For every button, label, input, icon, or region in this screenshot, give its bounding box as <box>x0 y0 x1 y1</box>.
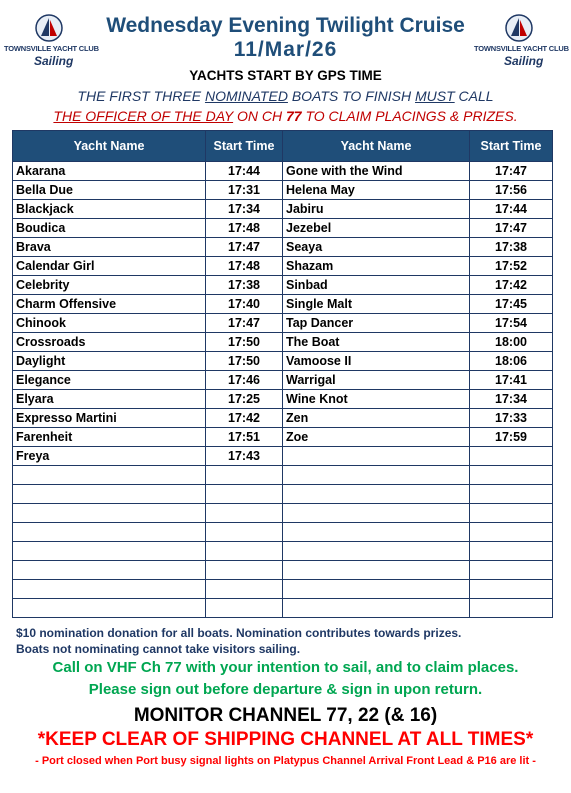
yacht-name-cell <box>13 599 206 618</box>
table-row <box>13 200 553 219</box>
start-time-cell <box>470 447 553 466</box>
start-time-cell: 17:50 <box>206 352 283 371</box>
start-time-cell <box>206 599 283 618</box>
table-row <box>13 390 553 409</box>
yacht-name-cell: The Boat <box>283 333 470 352</box>
start-time-cell: 17:41 <box>470 371 553 390</box>
nomination-note-line: Boats not nominating cannot take visitors sailing. <box>16 642 301 656</box>
table-row <box>13 561 553 580</box>
instruction-text: THE FIRST THREE <box>77 88 205 104</box>
yacht-name-cell <box>283 523 470 542</box>
start-time-cell: 18:06 <box>470 352 553 371</box>
table-body <box>13 162 553 618</box>
yacht-name-cell <box>283 561 470 580</box>
instruction-emphasis: MUST <box>415 88 455 104</box>
yacht-name-cell: Elyara <box>13 390 206 409</box>
yacht-name-cell: Shazam <box>283 257 470 276</box>
start-time-cell <box>206 523 283 542</box>
table-row <box>13 181 553 200</box>
keep-clear-warning: *KEEP CLEAR OF SHIPPING CHANNEL AT ALL TIMES* <box>37 729 534 750</box>
start-time-cell <box>470 599 553 618</box>
table-row <box>13 580 553 599</box>
monitor-channel-note: MONITOR CHANNEL 77, 22 (& 16) <box>133 705 438 726</box>
start-time-header: Start Time <box>470 131 553 162</box>
yacht-name-cell: Vamoose II <box>283 352 470 371</box>
start-time-cell: 17:47 <box>470 219 553 238</box>
yacht-name-cell: Zen <box>283 409 470 428</box>
table-row <box>13 314 553 333</box>
start-time-cell: 17:46 <box>206 371 283 390</box>
table-row <box>13 523 553 542</box>
yacht-name-cell: Jezebel <box>283 219 470 238</box>
yacht-name-cell: Daylight <box>13 352 206 371</box>
start-time-cell <box>206 466 283 485</box>
table-row <box>13 238 553 257</box>
table-row <box>13 504 553 523</box>
start-time-cell <box>470 466 553 485</box>
start-time-cell: 17:38 <box>470 238 553 257</box>
yacht-name-cell: Boudica <box>13 219 206 238</box>
yacht-name-cell: Chinook <box>13 314 206 333</box>
yacht-name-cell <box>13 504 206 523</box>
yacht-name-cell: Zoe <box>283 428 470 447</box>
sailing-text: Sailing <box>34 54 74 68</box>
start-time-cell: 17:43 <box>206 447 283 466</box>
event-date: 11/Mar/26 <box>233 38 338 61</box>
yacht-name-cell <box>13 466 206 485</box>
start-time-cell: 17:34 <box>470 390 553 409</box>
yacht-name-cell: Blackjack <box>13 200 206 219</box>
start-time-cell: 17:44 <box>206 162 283 181</box>
start-time-cell <box>206 561 283 580</box>
start-time-cell <box>470 580 553 599</box>
start-time-cell <box>470 523 553 542</box>
table-row <box>13 466 553 485</box>
start-time-cell: 17:54 <box>470 314 553 333</box>
yacht-name-cell <box>283 504 470 523</box>
instruction-line-1 <box>0 88 571 104</box>
table-row <box>13 295 553 314</box>
yacht-name-cell: Brava <box>13 238 206 257</box>
instruction-line-2 <box>0 108 571 124</box>
yacht-name-cell: Sinbad <box>283 276 470 295</box>
start-time-cell: 17:50 <box>206 333 283 352</box>
yacht-name-cell <box>13 561 206 580</box>
yacht-name-cell <box>13 523 206 542</box>
instruction-emphasis: NOMINATED <box>204 88 288 104</box>
start-time-cell: 17:31 <box>206 181 283 200</box>
yacht-name-cell: Celebrity <box>13 276 206 295</box>
channel-number: 77 <box>285 108 302 124</box>
table-row <box>13 542 553 561</box>
yacht-name-cell <box>283 466 470 485</box>
start-time-cell: 17:45 <box>470 295 553 314</box>
start-time-cell: 17:59 <box>470 428 553 447</box>
yacht-name-cell <box>13 485 206 504</box>
sign-out-instruction: Please sign out before departure & sign in upon return. <box>88 681 483 698</box>
page-title: Wednesday Evening Twilight Cruise <box>106 14 465 37</box>
yacht-name-cell: Bella Due <box>13 181 206 200</box>
yacht-name-cell: Tap Dancer <box>283 314 470 333</box>
start-times-table <box>12 130 553 618</box>
start-time-cell: 17:40 <box>206 295 283 314</box>
start-time-cell: 18:00 <box>470 333 553 352</box>
yacht-name-cell: Seaya <box>283 238 470 257</box>
port-closed-note: - Port closed when Port busy signal lights on Platypus Channel Arrival Front Lead & P16 are lit - <box>35 755 536 767</box>
yacht-name-cell: Single Malt <box>283 295 470 314</box>
start-time-cell: 17:48 <box>206 219 283 238</box>
start-time-cell <box>206 485 283 504</box>
start-time-cell <box>206 504 283 523</box>
nomination-note-line: $10 nomination donation for all boats. Nomination contributes towards prizes. <box>16 626 462 640</box>
yacht-name-cell: Gone with the Wind <box>283 162 470 181</box>
start-time-cell <box>470 485 553 504</box>
table-row <box>13 428 553 447</box>
start-time-cell: 17:47 <box>470 162 553 181</box>
table-row <box>13 352 553 371</box>
start-time-header: Start Time <box>206 131 283 162</box>
sailing-text: Sailing <box>504 54 544 68</box>
start-time-cell: 17:52 <box>470 257 553 276</box>
vhf-call-instruction: Call on VHF Ch 77 with your intention to sail, and to claim places. <box>52 659 519 676</box>
start-time-cell: 17:34 <box>206 200 283 219</box>
yacht-name-cell: Helena May <box>283 181 470 200</box>
yacht-name-cell <box>283 447 470 466</box>
start-time-cell <box>206 542 283 561</box>
table-row <box>13 276 553 295</box>
instruction-emphasis: THE OFFICER OF THE DAY <box>53 108 234 124</box>
start-time-cell <box>206 580 283 599</box>
table-row <box>13 409 553 428</box>
yacht-name-cell <box>283 542 470 561</box>
yacht-name-cell <box>283 580 470 599</box>
start-time-cell: 17:48 <box>206 257 283 276</box>
table-row <box>13 447 553 466</box>
yacht-name-cell <box>283 599 470 618</box>
start-time-cell: 17:42 <box>206 409 283 428</box>
start-time-cell: 17:25 <box>206 390 283 409</box>
yacht-name-cell <box>283 485 470 504</box>
nomination-note <box>16 625 461 657</box>
start-time-cell: 17:38 <box>206 276 283 295</box>
yacht-name-header: Yacht Name <box>283 131 470 162</box>
table-row <box>13 257 553 276</box>
table-row <box>13 162 553 181</box>
yacht-name-cell: Freya <box>13 447 206 466</box>
club-name: TOWNSVILLE YACHT CLUB <box>4 44 99 53</box>
yacht-name-cell: Akarana <box>13 162 206 181</box>
yacht-name-cell: Charm Offensive <box>13 295 206 314</box>
instruction-text: ON CH <box>233 108 286 124</box>
yacht-name-cell <box>13 580 206 599</box>
table-header-row <box>13 131 553 162</box>
yacht-name-cell: Crossroads <box>13 333 206 352</box>
gps-time-note: YACHTS START BY GPS TIME <box>189 68 382 83</box>
table-row <box>13 333 553 352</box>
table-row <box>13 485 553 504</box>
instruction-text: CALL <box>454 88 494 104</box>
start-time-cell: 17:47 <box>206 314 283 333</box>
club-name: TOWNSVILLE YACHT CLUB <box>474 44 569 53</box>
start-time-cell: 17:56 <box>470 181 553 200</box>
yacht-name-header: Yacht Name <box>13 131 206 162</box>
yacht-name-cell <box>13 542 206 561</box>
table-row <box>13 599 553 618</box>
instruction-text: TO CLAIM PLACINGS & PRIZES. <box>301 108 518 124</box>
table-row <box>13 219 553 238</box>
start-time-cell: 17:47 <box>206 238 283 257</box>
yacht-name-cell: Wine Knot <box>283 390 470 409</box>
start-time-cell: 17:51 <box>206 428 283 447</box>
start-time-cell: 17:44 <box>470 200 553 219</box>
instruction-text: BOATS TO FINISH <box>287 88 415 104</box>
start-time-cell: 17:42 <box>470 276 553 295</box>
table-row <box>13 371 553 390</box>
yacht-name-cell: Calendar Girl <box>13 257 206 276</box>
yacht-name-cell: Warrigal <box>283 371 470 390</box>
start-time-cell <box>470 504 553 523</box>
yacht-name-cell: Jabiru <box>283 200 470 219</box>
yacht-name-cell: Elegance <box>13 371 206 390</box>
yacht-name-cell: Expresso Martini <box>13 409 206 428</box>
start-time-cell: 17:33 <box>470 409 553 428</box>
start-time-cell <box>470 561 553 580</box>
start-time-cell <box>470 542 553 561</box>
yacht-name-cell: Farenheit <box>13 428 206 447</box>
